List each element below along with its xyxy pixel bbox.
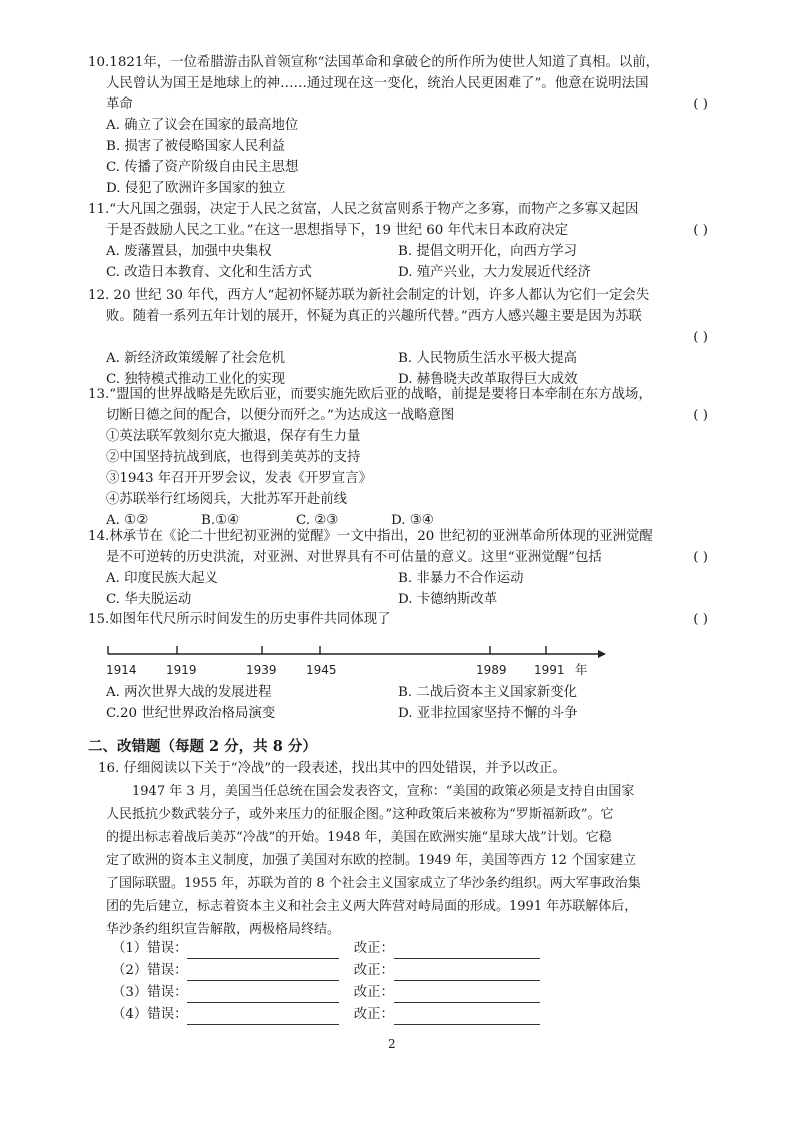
option-a[interactable]: A. ①② bbox=[106, 513, 149, 528]
statement-2: ②中国坚持抗战到底，也得到美英苏的支持 bbox=[106, 450, 361, 465]
question-text: 人民曾认为国王是地球上的神……通过现在这一变化，统治人民更困难了”。他意在说明法国 bbox=[106, 76, 649, 91]
passage-line: 人民抵抗少数武装分子，或外来压力的征服企图。”这种政策后来被称为“罗斯福新政”。它 bbox=[106, 807, 614, 822]
statement-1: ①英法联军敦刻尔克大撤退，保存有生力量 bbox=[106, 429, 361, 444]
question-15-options bbox=[88, 682, 708, 724]
option-b[interactable]: B. 非暴力不合作运动 bbox=[398, 571, 524, 586]
fix-label: 改正： bbox=[353, 963, 394, 978]
option-d[interactable]: D. 殖产兴业，大力发展近代经济 bbox=[398, 265, 591, 280]
passage-line: 团的先后建立，标志着资本主义和社会主义两大阵营对峙局面的形成。1991 年苏联解体后， bbox=[106, 899, 638, 914]
answer-paren[interactable]: ( ) bbox=[693, 330, 708, 345]
question-11 bbox=[88, 199, 708, 283]
answer-row-2 bbox=[112, 960, 572, 982]
answer-row-4 bbox=[112, 1004, 572, 1026]
question-text: 10.1821年，一位希腊游击队首领宣称“法国革命和拿破仑的所作所为使世人知道了真相。以前， bbox=[88, 55, 660, 70]
error-blank[interactable] bbox=[187, 1008, 339, 1025]
fix-label: 改正： bbox=[353, 941, 394, 956]
option-c[interactable]: C. 传播了资产阶级自由民主思想 bbox=[106, 160, 299, 175]
passage-line: 定了欧洲的资本主义制度，加强了美国对东欧的控制。1949 年，美国等西方 12 个国家建立 bbox=[106, 853, 637, 868]
question-13 bbox=[88, 384, 708, 531]
question-text: 12. 20 世纪 30 年代，西方人“起初怀疑苏联为新社会制定的计划，许多人都认为它们一定会失 bbox=[88, 288, 650, 303]
section-title: 二、改错题（每题 2 分，共 8 分） bbox=[88, 738, 317, 755]
error-blank[interactable] bbox=[187, 942, 339, 959]
option-b[interactable]: B. 人民物质生活水平极大提高 bbox=[398, 351, 578, 366]
answer-paren[interactable]: ( ) bbox=[693, 550, 708, 565]
answer-paren[interactable]: ( ) bbox=[693, 97, 708, 112]
tick-label: 1991 bbox=[534, 663, 565, 677]
fix-blank[interactable] bbox=[394, 986, 540, 1003]
question-text: 14.林承节在《论二十世纪初亚洲的觉醒》一文中指出，20 世纪初的亚洲革命所体现的亚洲觉醒 bbox=[88, 529, 653, 544]
option-c[interactable]: C. 改造日本教育、文化和生活方式 bbox=[106, 265, 312, 280]
answer-paren[interactable]: ( ) bbox=[693, 612, 708, 627]
error-label: （3）错误： bbox=[112, 985, 188, 1000]
answer-paren[interactable]: ( ) bbox=[693, 408, 708, 423]
timeline-unit: 年 bbox=[575, 662, 588, 677]
option-a[interactable]: A. 确立了议会在国家的最高地位 bbox=[106, 118, 299, 133]
option-a[interactable]: A. 新经济政策缓解了社会危机 bbox=[106, 351, 285, 366]
option-b[interactable]: B.①④ bbox=[201, 513, 240, 528]
answer-paren[interactable]: ( ) bbox=[693, 223, 708, 238]
tick-label: 1989 bbox=[476, 663, 507, 677]
fix-label: 改正： bbox=[353, 985, 394, 1000]
statement-4: ④苏联举行红场阅兵，大批苏军开赴前线 bbox=[106, 492, 348, 507]
question-15 bbox=[88, 609, 708, 630]
question-text: 13.“盟国的世界战略是先欧后亚，而要实施先欧后亚的战略，前提是要将日本牵制在东方战场， bbox=[88, 387, 652, 402]
option-d[interactable]: D. 亚非拉国家坚持不懈的斗争 bbox=[398, 706, 578, 721]
question-text: 是不可逆转的历史洪流，对亚洲、对世界具有不可估量的意义。这里“亚洲觉醒”包括 bbox=[106, 550, 602, 565]
question-text: 11.“大凡国之强弱，决定于人民之贫富，人民之贫富则系于物产之多寡，而物产之多寡又起因 bbox=[88, 202, 639, 217]
option-d[interactable]: D. ③④ bbox=[391, 513, 434, 528]
question-14 bbox=[88, 526, 708, 610]
passage-line: 华沙条约组织宣告解散，两极格局终结。 bbox=[106, 922, 341, 937]
error-blank[interactable] bbox=[187, 986, 339, 1003]
error-label: （2）错误： bbox=[112, 963, 188, 978]
option-c[interactable]: C. ②③ bbox=[296, 513, 339, 528]
passage-line: 1947 年 3 月，美国当任总统在国会发表咨文，宣称：“美国的政策必须是支持自由国家 bbox=[132, 784, 635, 799]
question-text: 15.如图年代尺所示时间发生的历史事件共同体现了 bbox=[88, 612, 391, 627]
option-d[interactable]: D. 侵犯了欧洲许多国家的独立 bbox=[106, 181, 286, 196]
tick-label: 1945 bbox=[306, 663, 337, 677]
option-b[interactable]: B. 提倡文明开化，向西方学习 bbox=[398, 244, 578, 259]
question-text: 切断日德之间的配合，以便分而歼之。”为达成这一战略意图 bbox=[106, 408, 455, 423]
passage-line: 了国际联盟。1955 年，苏联为首的 8 个社会主义国家成立了华沙条约组织。两大军事政治集 bbox=[106, 876, 641, 891]
option-d[interactable]: D. 赫鲁晓夫改革取得巨大成效 bbox=[398, 372, 578, 387]
timeline-ruler bbox=[100, 632, 620, 680]
fix-blank[interactable] bbox=[394, 1008, 540, 1025]
fix-blank[interactable] bbox=[394, 942, 540, 959]
cold-war-passage bbox=[106, 780, 702, 941]
question-text: 于是否鼓励人民之工业。”在这一思想指导下，19 世纪 60 年代末日本政府决定 bbox=[106, 223, 569, 238]
option-a[interactable]: A. 两次世界大战的发展进程 bbox=[106, 685, 272, 700]
error-label: （4）错误： bbox=[112, 1007, 188, 1022]
statement-3: ③1943 年召开开罗会议，发表《开罗宣言》 bbox=[106, 471, 372, 486]
answer-row-1 bbox=[112, 938, 572, 960]
tick-label: 1919 bbox=[166, 663, 197, 677]
error-blank[interactable] bbox=[187, 964, 339, 981]
question-16-prompt: 16. 仔细阅读以下关于“冷战”的一段表述，找出其中的四处错误，并予以改正。 bbox=[98, 761, 566, 776]
option-c[interactable]: C. 华夫脱运动 bbox=[106, 592, 192, 607]
answer-row-3 bbox=[112, 982, 572, 1004]
option-d[interactable]: D. 卡德纳斯改革 bbox=[398, 592, 498, 607]
option-b[interactable]: B. 损害了被侵略国家人民利益 bbox=[106, 139, 286, 154]
page-number: 2 bbox=[388, 1037, 396, 1051]
fix-label: 改正： bbox=[353, 1007, 394, 1022]
error-label: （1）错误： bbox=[112, 941, 188, 956]
question-12 bbox=[88, 285, 708, 390]
timeline-arrow bbox=[598, 650, 606, 658]
option-a[interactable]: A. 废藩置县，加强中央集权 bbox=[106, 244, 272, 259]
tick-label: 1939 bbox=[246, 663, 277, 677]
option-c[interactable]: C.20 世纪世界政治格局演变 bbox=[106, 706, 276, 721]
question-10 bbox=[88, 52, 708, 199]
question-text: 革命 bbox=[106, 97, 133, 112]
question-text: 败。随着一系列五年计划的展开，怀疑为真正的兴趣所代替。”西方人感兴趣主要是因为苏联 bbox=[106, 309, 642, 324]
tick-label: 1914 bbox=[106, 663, 137, 677]
passage-line: 的提出标志着战后美苏“冷战”的开始。1948 年，美国在欧洲实施“星球大战”计划。它稳 bbox=[106, 830, 612, 845]
option-b[interactable]: B. 二战后资本主义国家新变化 bbox=[398, 685, 578, 700]
option-a[interactable]: A. 印度民族大起义 bbox=[106, 571, 218, 586]
option-c[interactable]: C. 独特模式推动工业化的实现 bbox=[106, 372, 285, 387]
fix-blank[interactable] bbox=[394, 964, 540, 981]
